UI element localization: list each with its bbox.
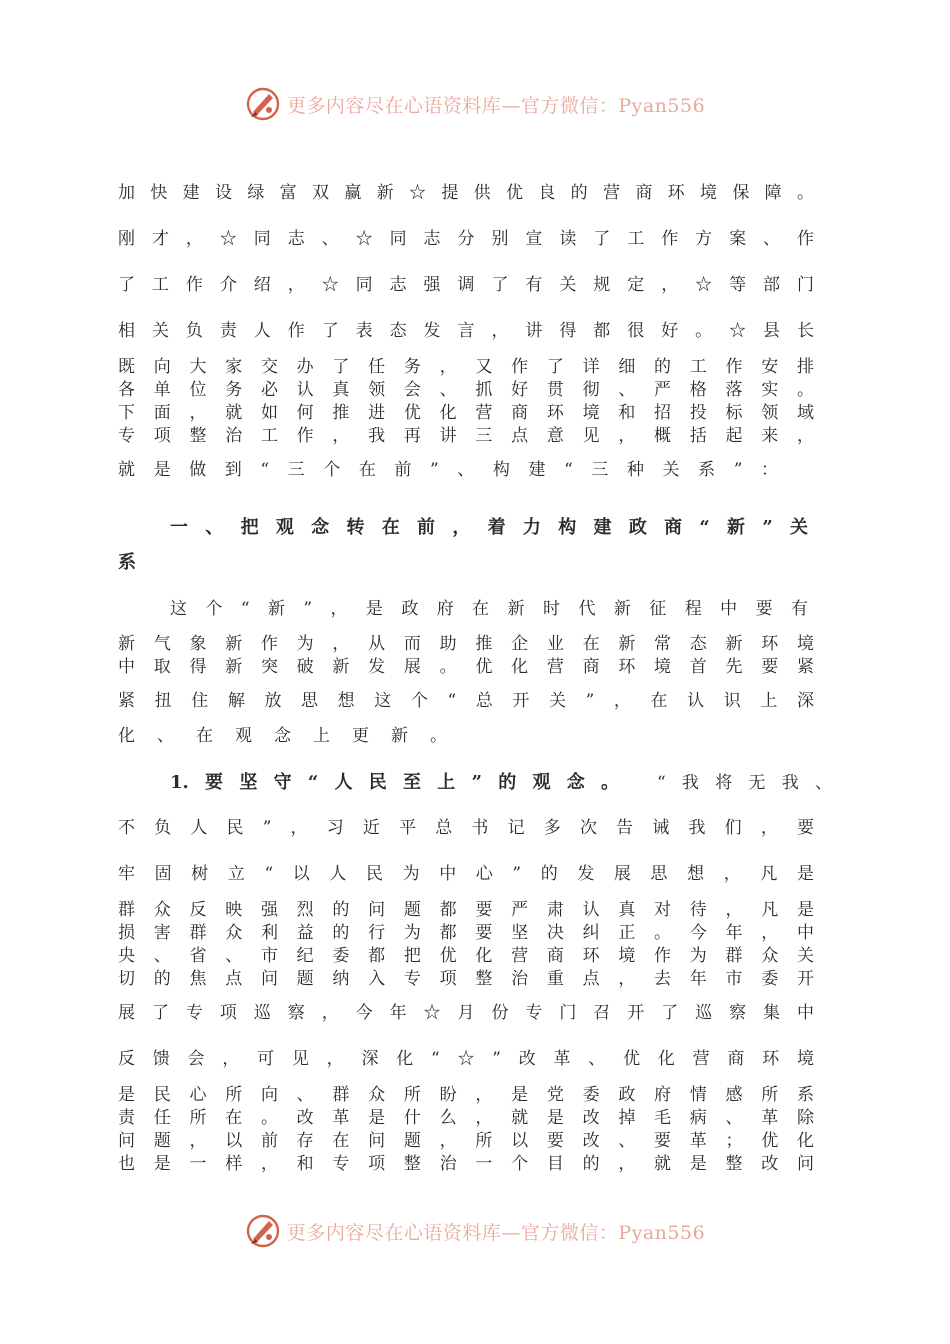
subheading-line bbox=[170, 771, 832, 795]
paragraph-line: 牢固树立“以人民为中心”的发展思想，凡是 bbox=[118, 864, 814, 884]
text-line: 加快建设绿富双赢新☆提供优良的营商环境保障。 bbox=[118, 183, 814, 203]
pen-seal-icon bbox=[245, 1213, 281, 1249]
paragraph-line: 紧扭住解放思想这个“总开关”，在认识上深 bbox=[118, 691, 814, 711]
paragraph-line: 展了专项巡察，今年☆月份专门召开了巡察集中 bbox=[118, 1003, 814, 1023]
paragraph-line: 损害群众利益的行为都要坚决纠正。今年，中 bbox=[118, 923, 814, 943]
text-line: 就是做到“三个在前”、构建“三种关系”： bbox=[118, 460, 778, 480]
paragraph-line: 不负人民”，习近平总书记多次告诫我们，要 bbox=[118, 818, 814, 838]
paragraph-line: 问题，以前存在问题，所以要改、要革；优化 bbox=[118, 1131, 814, 1151]
text-line: 刚才，☆同志、☆同志分别宣读了工作方案、作 bbox=[118, 229, 814, 249]
paragraph-line: 中取得新突破新发展。优化营商环境首先要紧 bbox=[118, 657, 814, 677]
text-line: 既向大家交办了任务，又作了详细的工作安排 bbox=[118, 357, 814, 377]
paragraph-line: 也是一样，和专项整治一个目的，就是整改问 bbox=[118, 1154, 814, 1174]
watermark-text: 更多内容尽在心语资料库—官方微信：Pyan556 bbox=[286, 1221, 706, 1244]
paragraph-line: 责任所在。改革是什么，就是改掉毛病、革除 bbox=[118, 1108, 814, 1128]
watermark-footer bbox=[0, 1211, 950, 1251]
paragraph-line: 化、在观念上更新。 bbox=[118, 726, 469, 746]
paragraph-line: 切的焦点问题纳入专项整治重点，去年市委开 bbox=[118, 969, 814, 989]
watermark-header bbox=[0, 84, 950, 124]
paragraph-line: 这个“新”，是政府在新时代新征程中要有 bbox=[170, 599, 808, 619]
paragraph-line: 央、省、市纪委都把优化营商环境作为群众关 bbox=[118, 946, 814, 966]
paragraph-line: 反馈会，可见，深化“☆”改革、优化营商环境 bbox=[118, 1049, 814, 1069]
subheading-bold: 1.要坚守“人民至上”的观念。 bbox=[170, 772, 636, 793]
section-heading: 一、把观念转在前，着力构建政商“新”关 bbox=[170, 517, 808, 538]
text-line: 专项整治工作，我再讲三点意见，概括起来， bbox=[118, 426, 814, 446]
section-heading-continued: 系 bbox=[118, 552, 136, 573]
paragraph-line: 新气象新作为，从而助推企业在新常态新环境 bbox=[118, 634, 814, 654]
paragraph-line: 群众反映强烈的问题都要严肃认真对待，凡是 bbox=[118, 900, 814, 920]
text-line: 相关负责人作了表态发言，讲得都很好。☆县长 bbox=[118, 321, 814, 341]
subheading-rest: “我将无我、 bbox=[656, 773, 833, 793]
paragraph-line: 是民心所向、群众所盼，是党委政府情感所系 bbox=[118, 1085, 814, 1105]
text-line: 各单位务必认真领会、抓好贯彻、严格落实。 bbox=[118, 380, 814, 400]
text-line: 了工作介绍，☆同志强调了有关规定，☆等部门 bbox=[118, 275, 814, 295]
text-line: 下面，就如何推进优化营商环境和招投标领域 bbox=[118, 403, 814, 423]
pen-seal-icon bbox=[245, 86, 281, 122]
watermark-text: 更多内容尽在心语资料库—官方微信：Pyan556 bbox=[286, 94, 706, 117]
